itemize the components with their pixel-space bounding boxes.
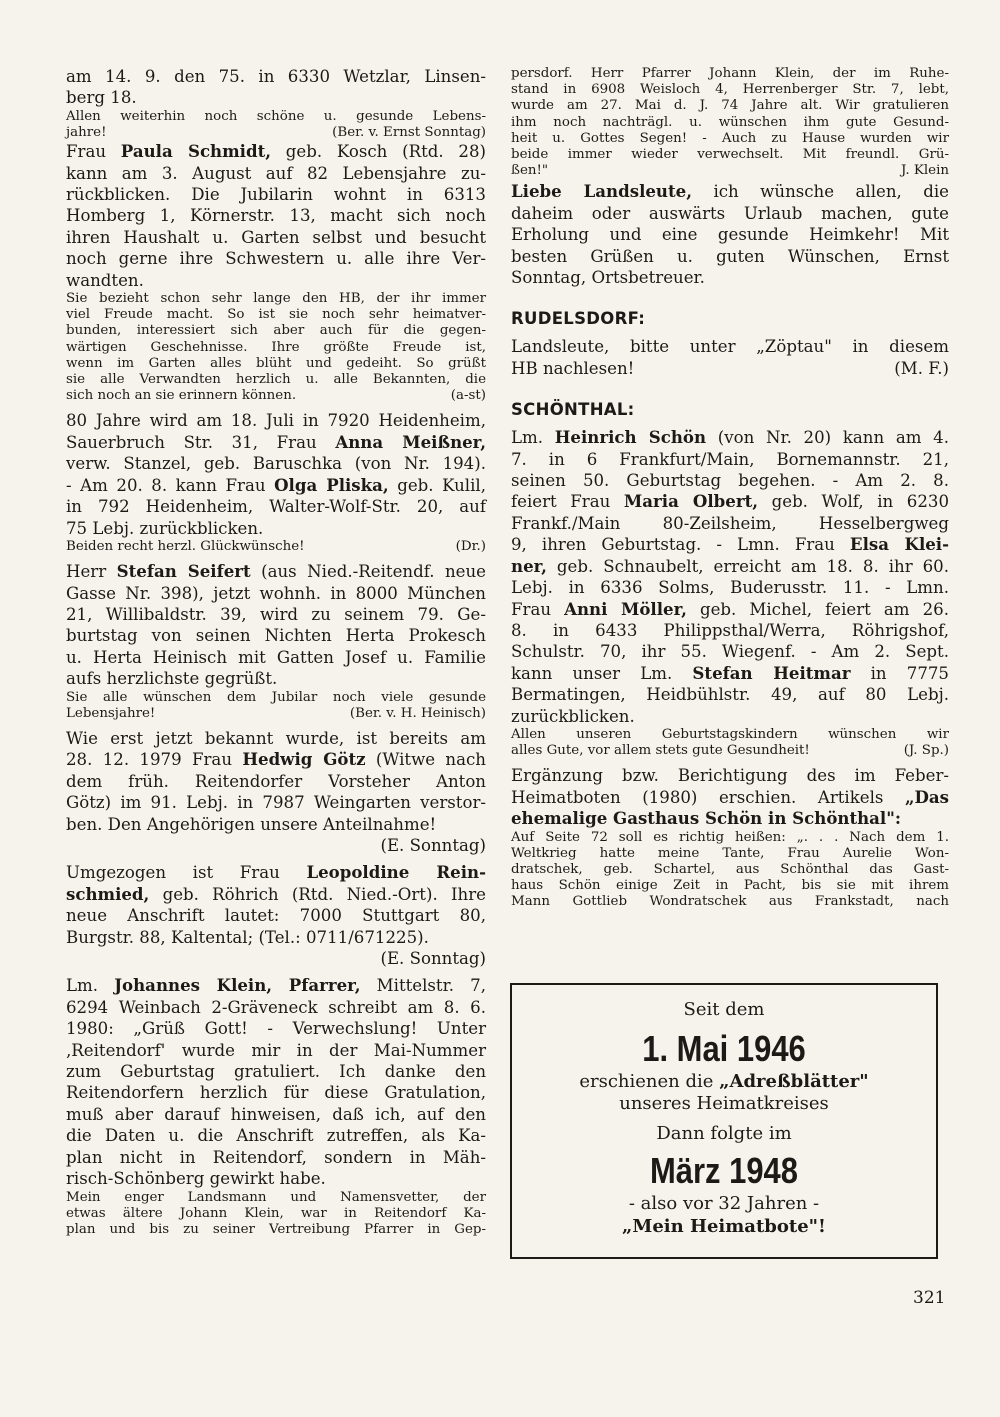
text-line: etwas ältere Johann Klein, war in Reitendorf Ka-: [66, 1205, 486, 1221]
left-column: [66, 66, 486, 1238]
text-line: aufs herzlichste gegrüßt.: [66, 669, 278, 689]
text-line: besten Grüßen u. guten Wünschen, Ernst: [511, 246, 949, 266]
ad-text: - also vor 32 Jahren -: [628, 1193, 820, 1214]
person-name: Stefan Heitmar: [692, 662, 851, 683]
text-line: Homberg 1, Körnerstr. 13, macht sich noch: [66, 206, 486, 226]
text-line: Erholung und eine gesunde Heimkehr! Mit: [511, 225, 949, 245]
text-line: sie alle Verwandten herzlich u. alle Bekannten, die: [66, 372, 486, 388]
text-line: berg 18.: [66, 88, 137, 108]
text-line: wandten.: [66, 270, 144, 290]
text-line: schmied, geb. Röhrich (Rtd. Nied.-Ort). Ihre: [66, 883, 486, 904]
text-line: Frau Anni Möller, geb. Michel, feiert am 26.: [511, 598, 949, 619]
text-line: Lm. Johannes Klein, Pfarrer, Mittelstr. 7,: [66, 975, 486, 996]
person-name: Paula Schmidt,: [120, 141, 272, 162]
page-number: 321: [913, 1288, 946, 1308]
text-line: Bermatingen, Heidbühlstr. 49, auf 80 Lebj.: [511, 685, 949, 705]
article-block: [511, 66, 949, 179]
section-heading: SCHÖNTHAL:: [511, 400, 635, 420]
person-name: Anni Möller,: [564, 598, 687, 619]
text-line: HB nachlesen!: [511, 358, 635, 378]
signature: (J. Sp.): [903, 743, 949, 759]
text-line: Sie bezieht schon sehr lange den HB, der ihr immer: [66, 291, 486, 307]
text-line: Burgstr. 88, Kaltental; (Tel.: 0711/671225).: [66, 927, 429, 947]
text-line: dratschek, geb. Schartel, aus Schönthal das Gast-: [511, 861, 949, 877]
text-line: Ergänzung bzw. Berichtigung des im Feber-: [511, 766, 949, 786]
text-line: 7. in 6 Frankfurt/Main, Bornemannstr. 21,: [511, 449, 949, 469]
text-line: heit u. Gottes Segen! - Auch zu Hause wurden wir: [511, 130, 949, 146]
text-line: Schulstr. 70, ihr 55. Wiegenf. - Am 2. Sept.: [511, 642, 949, 662]
text-line: 80 Jahre wird am 18. Juli in 7920 Heidenheim,: [66, 411, 486, 431]
text-line: daheim oder auswärts Urlaub machen, gute: [511, 203, 949, 223]
signature: (E. Sonntag): [380, 949, 486, 969]
section-rudelsdorf: [511, 308, 949, 379]
text-line: Lebj. in 6336 Solms, Buderusstr. 11. - Lmn.: [511, 578, 949, 598]
text-line: in 792 Heidenheim, Walter-Wolf-Str. 20, auf: [66, 497, 486, 517]
text-line: Auf Seite 72 soll es richtig heißen: „. . . Nach dem 1.: [511, 829, 949, 845]
signature: (M. F.): [894, 358, 949, 378]
text-line: die Daten u. die Anschrift zutreffen, als Ka-: [66, 1126, 486, 1146]
text-line: Gasse Nr. 398), jetzt wohnh. in 8000 München: [66, 583, 486, 603]
text-line: u. Herta Heinisch mit Gatten Josef u. Familie: [66, 647, 486, 667]
signature-line: [66, 706, 486, 722]
text-line: stand in 6908 Weisloch 4, Herrenberger Str. 7, lebt,: [511, 82, 949, 98]
text-line: jahre!: [66, 125, 107, 141]
article-block: [66, 410, 486, 555]
person-name: ner,: [511, 555, 547, 576]
text-line: Wie erst jetzt bekannt wurde, ist bereits am: [66, 728, 486, 748]
right-column: [511, 66, 949, 911]
text-line: viel Freude macht. So ist sie noch sehr heimatver-: [66, 307, 486, 323]
text-line: Götz) im 91. Lebj. in 7987 Weingarten verstor-: [66, 793, 486, 813]
article-title: „Das: [904, 786, 949, 807]
person-name: schmied,: [66, 883, 150, 904]
signature: (Dr.): [455, 538, 486, 554]
text-line: Umgezogen ist Frau Leopoldine Rein-: [66, 862, 486, 883]
text-line: Allen weiterhin noch schöne u. gesunde Lebens-: [66, 108, 486, 124]
text-line: Reitendorfern herzlich für diese Gratulation,: [66, 1083, 486, 1103]
text-line: plan und bis zu seiner Vertreibung Pfarrer in Gep-: [66, 1221, 486, 1237]
text-line: zum Geburtstag gratuliert. Ich danke den: [66, 1062, 486, 1082]
text-line: Lm. Heinrich Schön (von Nr. 20) kann am 4.: [511, 427, 950, 448]
text-line: - Am 20. 8. kann Frau Olga Pliska, geb. Kulil,: [66, 474, 487, 495]
ad-publication-name: „Mein Heimatbote"!: [622, 1216, 826, 1237]
article-block: [66, 561, 486, 722]
text-line: ben. Den Angehörigen unsere Anteilnahme!: [66, 814, 437, 834]
text-line: ihm noch nachträgl. u. wünschen ihm gute Gesund-: [511, 114, 949, 130]
article-block: [66, 66, 486, 141]
text-line: kann unser Lm. Stefan Heitmar in 7775: [511, 662, 949, 683]
article-title: ehemalige Gasthaus Schön in Schönthal":: [511, 808, 902, 829]
text-line: burtstag von seinen Nichten Herta Prokesch: [66, 626, 486, 646]
text-line: Sonntag, Ortsbetreuer.: [511, 268, 705, 288]
signature-line: [511, 358, 949, 379]
text-line: 9, ihren Geburtstag. - Lmn. Frau Elsa Klei-: [511, 534, 949, 555]
text-line: 28. 12. 1979 Frau Hedwig Götz (Witwe nach: [66, 749, 486, 770]
text-line: persdorf. Herr Pfarrer Johann Klein, der im Ruhe-: [511, 66, 949, 81]
person-name: Hedwig Götz: [242, 749, 366, 770]
text-line: risch-Schönberg gewirkt habe.: [66, 1169, 326, 1189]
person-name: Maria Olbert,: [623, 491, 759, 512]
greeting-title: Liebe Landsleute,: [511, 181, 692, 202]
text-line: feiert Frau Maria Olbert, geb. Wolf, in 6230: [511, 491, 950, 512]
signature-line: [66, 948, 486, 969]
text-line: 8. in 6433 Philippsthal/Werra, Röhrigshof,: [511, 620, 949, 640]
person-name: Olga Pliska,: [274, 474, 389, 495]
section-schoenthal: [511, 399, 949, 759]
text-line: ‚Reitendorf' wurde mir in der Mai-Nummer: [66, 1040, 486, 1060]
text-line: ner, geb. Schnaubelt, erreicht am 18. 8. ihr 60.: [511, 555, 949, 576]
text-line: rückblicken. Die Jubilarin wohnt in 6313: [66, 185, 486, 205]
text-line: Frankf./Main 80-Zeilsheim, Hesselbergweg: [511, 513, 949, 533]
signature: (Ber. v. Ernst Sonntag): [332, 125, 486, 141]
text-line: verw. Stanzel, geb. Baruschka (von Nr. 194).: [66, 454, 486, 474]
text-line: ihren Haushalt u. Garten selbst und besucht: [66, 227, 486, 247]
article-block: [511, 181, 949, 288]
ad-date-headline: März 1948: [649, 1150, 799, 1191]
text-line: plan nicht in Reitendorf, sondern in Mäh-: [66, 1147, 486, 1167]
text-line: Mann Gottlieb Wondratschek aus Frankstadt, nach: [511, 894, 949, 910]
signature: J. Klein: [901, 163, 949, 179]
signature-line: [66, 388, 486, 404]
signature: (Ber. v. H. Heinisch): [349, 705, 486, 721]
signature-line: [511, 743, 949, 759]
text-line: dem früh. Reitendorfer Vorsteher Anton: [66, 771, 486, 791]
signature: (E. Sonntag): [380, 836, 486, 855]
text-line: wärtigen Geschehnisse. Ihre größte Freude ist,: [66, 339, 486, 355]
person-name: Stefan Seifert: [116, 561, 251, 582]
ad-text: unseres Heimatkreises: [619, 1093, 829, 1114]
text-line: Weltkrieg hatte meine Tante, Frau Aurelie Won-: [511, 845, 949, 861]
text-line: Mein enger Landsmann und Namensvetter, der: [66, 1189, 486, 1205]
ad-date-headline: 1. Mai 1946: [642, 1028, 806, 1069]
text-line: 6294 Weinbach 2-Gräveneck schreibt am 8. 6.: [66, 997, 486, 1017]
signature-line: [511, 163, 949, 179]
text-line: 1980: „Grüß Gott! - Verwechslung! Unter: [66, 1019, 486, 1039]
section-heading: RUDELSDORF:: [511, 309, 646, 329]
text-line: beide immer wieder verwechselt. Mit freundl. Grü-: [511, 147, 949, 163]
announcement-box: [510, 983, 938, 1259]
ad-text: Seit dem: [683, 999, 765, 1020]
article-block: [66, 862, 486, 969]
signature-line: [66, 539, 486, 555]
person-name: Johannes Klein, Pfarrer,: [114, 975, 361, 996]
text-line: Herr Stefan Seifert (aus Nied.-Reitendf. neue: [66, 561, 486, 582]
signature-line: [66, 835, 486, 856]
article-block: [66, 975, 486, 1238]
text-line: haus Schön einige Zeit in Pacht, bis sie mit ihrem: [511, 878, 949, 894]
text-line: wenn im Garten alles blüht und gedeiht. So grüßt: [66, 355, 486, 371]
text-line: alles Gute, vor allem stets gute Gesundheit!: [511, 743, 810, 759]
article-block: [66, 141, 486, 404]
text-line: Lebensjahre!: [66, 705, 156, 721]
text-line: Liebe Landsleute, ich wünsche allen, die: [511, 181, 949, 202]
signature-line: [66, 125, 486, 141]
text-line: 21, Willibaldstr. 39, wird zu seinem 79. Ge-: [66, 604, 486, 624]
text-line: noch gerne ihre Schwestern u. alle ihre Ver-: [66, 249, 486, 269]
text-line: bunden, interessiert sich aber auch für die gegen-: [66, 323, 486, 339]
article-block: [511, 765, 949, 910]
person-name: Heinrich Schön: [554, 427, 707, 448]
text-line: Heimatboten (1980) erschien. Artikels „Das: [511, 786, 949, 807]
text-line: wurde am 27. Mai d. J. 74 Jahre alt. Wir gratulieren: [511, 98, 949, 114]
text-line: neue Anschrift lautet: 7000 Stuttgart 80,: [66, 906, 486, 926]
article-block: [66, 728, 486, 856]
text-line: 75 Lebj. zurückblicken.: [66, 518, 264, 538]
text-line: Frau Paula Schmidt, geb. Kosch (Rtd. 28): [66, 141, 486, 162]
signature: (a-st): [450, 388, 486, 404]
text-line: kann am 3. August auf 82 Lebensjahre zu-: [66, 163, 486, 183]
text-line: [511, 808, 949, 829]
person-name: Elsa Klei-: [849, 534, 949, 555]
text-line: ßen!": [511, 163, 549, 179]
text-line: zurückblicken.: [511, 706, 635, 726]
text-line: Sauerbruch Str. 31, Frau Anna Meißner,: [66, 431, 486, 452]
ad-text: Dann folgte im: [656, 1123, 792, 1144]
text-line: Sie alle wünschen dem Jubilar noch viele gesunde: [66, 689, 486, 705]
text-line: Allen unseren Geburtstagskindern wünschen wir: [511, 726, 949, 742]
text-line: seinen 50. Geburtstag begehen. - Am 2. 8.: [511, 471, 949, 491]
person-name: Anna Meißner,: [335, 431, 486, 452]
text-line: Beiden recht herzl. Glückwünsche!: [66, 538, 305, 554]
text-line: sich noch an sie erinnern können.: [66, 388, 297, 404]
ad-text: erschienen die „Adreßblätter": [579, 1071, 869, 1092]
text-line: muß aber darauf hinweisen, daß ich, auf den: [66, 1104, 486, 1124]
person-name: Leopoldine Rein-: [306, 862, 486, 883]
text-line: Landsleute, bitte unter „Zöptau" in diesem: [511, 337, 949, 357]
text-line: am 14. 9. den 75. in 6330 Wetzlar, Linsen-: [66, 67, 486, 86]
